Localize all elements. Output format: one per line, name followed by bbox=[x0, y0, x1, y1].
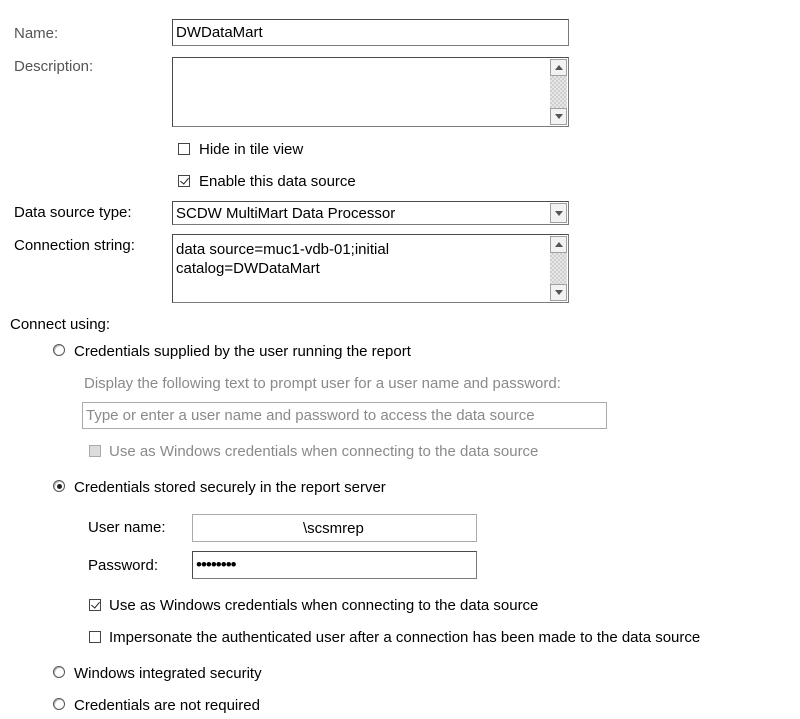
use-win-checkbox[interactable] bbox=[89, 599, 101, 611]
conn-line-1: data source=muc1-vdb-01;initial bbox=[176, 241, 390, 258]
opt-user-supplied-label: Credentials supplied by the user running the report bbox=[74, 343, 411, 360]
scroll-track[interactable] bbox=[550, 253, 567, 284]
impersonate-label: Impersonate the authenticated user after a connection has been made to the data source bbox=[109, 629, 701, 646]
password-input[interactable] bbox=[192, 551, 477, 579]
conn-label: Connection string: bbox=[14, 237, 135, 254]
username-input[interactable] bbox=[192, 514, 477, 542]
radio-not-required[interactable] bbox=[53, 698, 65, 710]
radio-stored[interactable] bbox=[53, 480, 65, 492]
ds-type-select[interactable] bbox=[172, 201, 569, 225]
opt-stored-label: Credentials stored securely in the report server bbox=[74, 479, 386, 496]
name-input[interactable] bbox=[172, 19, 569, 46]
arrow-up-icon bbox=[555, 242, 563, 247]
name-label: Name: bbox=[14, 25, 59, 42]
conn-line-2: catalog=DWDataMart bbox=[176, 260, 320, 277]
scroll-down-button[interactable] bbox=[550, 108, 567, 125]
opt-windows-label: Windows integrated security bbox=[74, 665, 262, 682]
use-win-disabled-checkbox[interactable] bbox=[89, 445, 101, 457]
checkmark-icon bbox=[180, 175, 189, 184]
use-win-disabled-label: Use as Windows credentials when connecting to the data source bbox=[109, 443, 539, 460]
chevron-down-icon bbox=[555, 211, 563, 216]
checkmark-icon bbox=[91, 599, 100, 608]
connect-using-label: Connect using: bbox=[10, 316, 111, 333]
hide-tile-checkbox[interactable] bbox=[178, 143, 190, 155]
username-label: User name: bbox=[88, 519, 166, 536]
radio-user-supplied[interactable] bbox=[53, 344, 65, 356]
enable-label: Enable this data source bbox=[199, 173, 356, 190]
password-label: Password: bbox=[88, 557, 159, 574]
description-scrollbar[interactable] bbox=[550, 59, 567, 125]
scroll-up-button[interactable] bbox=[550, 236, 567, 253]
ds-type-value: SCDW MultiMart Data Processor bbox=[176, 205, 396, 222]
description-label: Description: bbox=[14, 58, 94, 75]
ds-type-label: Data source type: bbox=[14, 204, 132, 221]
username-value: \scsmrep bbox=[303, 520, 364, 537]
opt-not-required-label: Credentials are not required bbox=[74, 697, 260, 714]
ds-type-dropdown-button[interactable] bbox=[550, 203, 567, 223]
description-textarea[interactable] bbox=[172, 57, 569, 127]
use-win-label: Use as Windows credentials when connecting to the data source bbox=[109, 597, 539, 614]
scroll-track[interactable] bbox=[550, 76, 567, 108]
conn-textarea[interactable] bbox=[172, 234, 569, 303]
name-input-value: DWDataMart bbox=[176, 24, 263, 41]
arrow-down-icon bbox=[555, 114, 563, 119]
prompt-input-value: Type or enter a user name and password to access the data source bbox=[86, 407, 535, 424]
scroll-up-button[interactable] bbox=[550, 59, 567, 76]
scroll-down-button[interactable] bbox=[550, 284, 567, 301]
radio-selected-dot bbox=[57, 484, 62, 489]
arrow-down-icon bbox=[555, 290, 563, 295]
impersonate-checkbox[interactable] bbox=[89, 631, 101, 643]
radio-windows[interactable] bbox=[53, 666, 65, 678]
hide-tile-label: Hide in tile view bbox=[199, 141, 304, 158]
arrow-up-icon bbox=[555, 65, 563, 70]
prompt-label: Display the following text to prompt user for a user name and password: bbox=[84, 375, 561, 392]
prompt-input[interactable] bbox=[82, 402, 607, 429]
password-value: •••••••• bbox=[196, 555, 236, 574]
conn-scrollbar[interactable] bbox=[550, 236, 567, 301]
enable-checkbox[interactable] bbox=[178, 175, 190, 187]
